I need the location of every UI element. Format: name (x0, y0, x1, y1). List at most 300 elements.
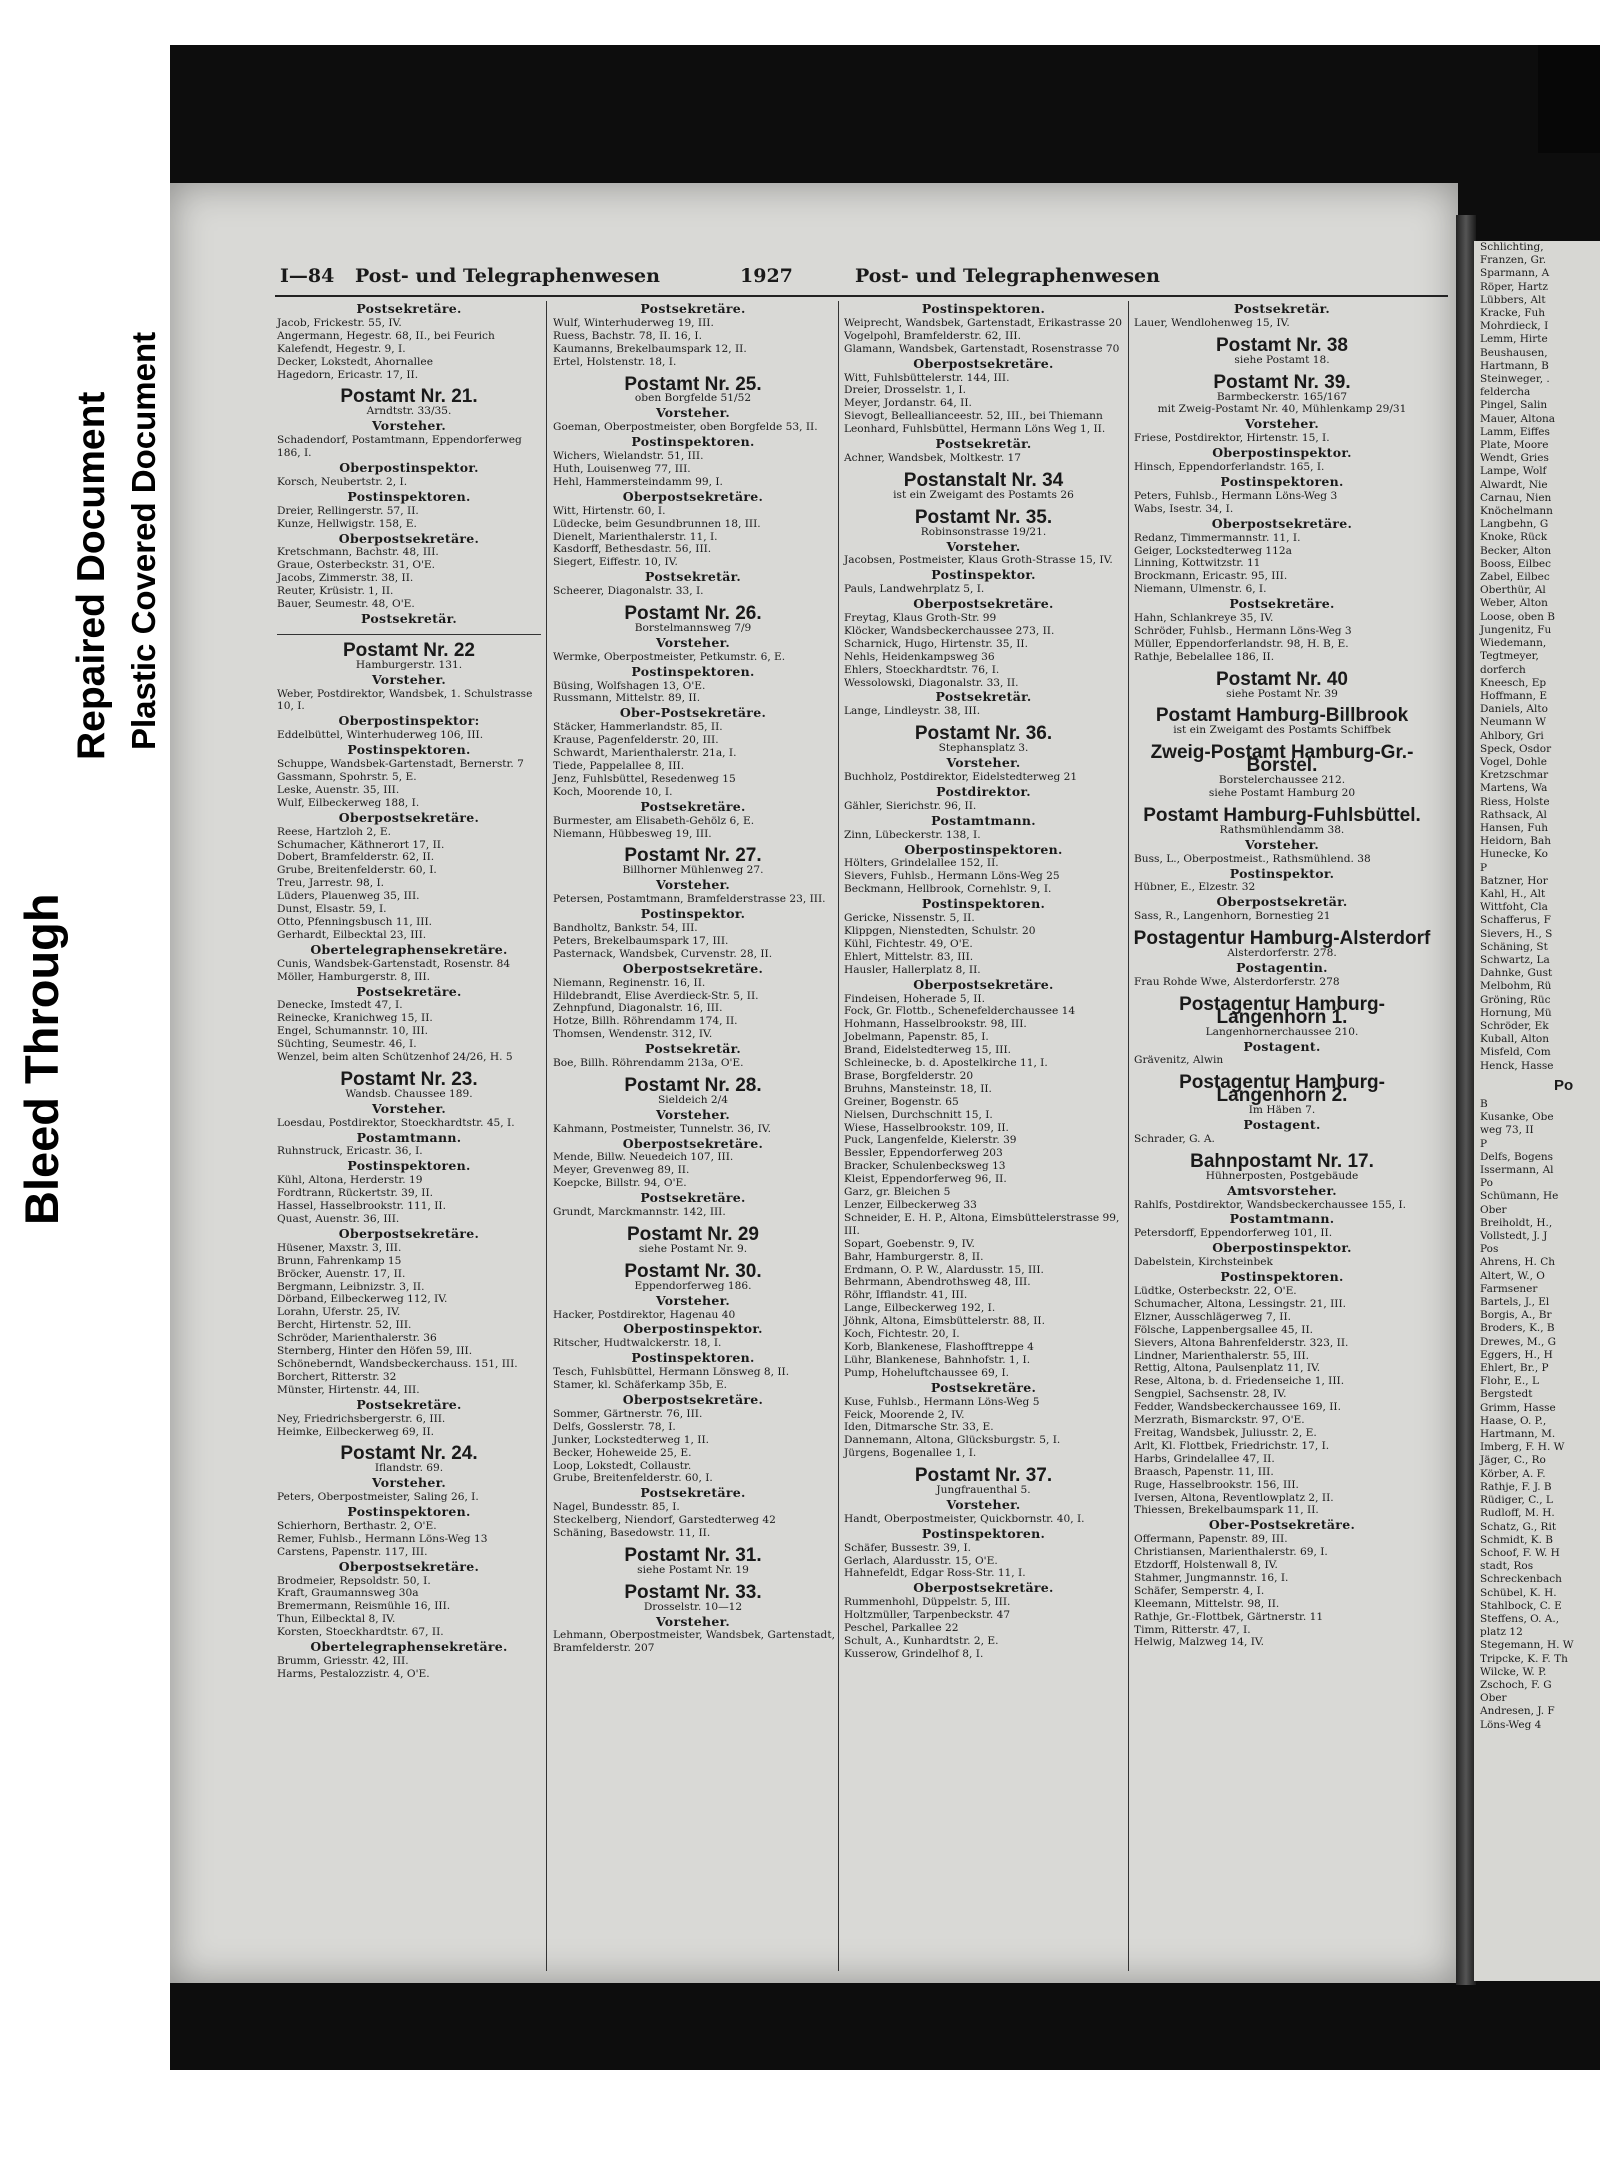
directory-entry: Hölters, Grindelallee 152, II. (844, 857, 999, 870)
directory-entry: Stamer, kl. Schäferkamp 35b, E. (553, 1379, 727, 1392)
directory-entry: Junker, Lockstedterweg 1, II. (553, 1433, 710, 1446)
directory-entry: Hassel, Hasselbrookstr. 111, II. (277, 1200, 446, 1213)
directory-entry: Etzdorff, Holstenwall 8, IV. (1134, 1559, 1278, 1572)
section-title: Postagentin. (1236, 959, 1328, 975)
section-title: Postinspektoren. (1220, 1269, 1344, 1285)
directory-entry: Dunst, Elsastr. 59, I. (277, 903, 387, 916)
column-divider (838, 301, 839, 1971)
section-title: Postinspektoren. (631, 1350, 755, 1366)
directory-entry: Plate, Moore (1480, 439, 1549, 452)
office-address: siehe Postamt Hamburg 20 (1208, 787, 1356, 799)
directory-entry: Buss, L., Oberpostmeist., Rathsmühlend. 38 (1134, 852, 1371, 865)
directory-entry: Schmidt, K. B (1480, 1533, 1554, 1546)
directory-entry: Fedder, Wandsbeckerchaussee 169, II. (1134, 1401, 1341, 1414)
section-title: Amtsvorsteher. (1227, 1182, 1337, 1198)
section-title: Vorsteher. (655, 1613, 731, 1629)
section-title: Oberpostinspektor. (339, 459, 479, 475)
directory-entry: platz 12 (1480, 1626, 1523, 1639)
section-title: Postinspektoren. (921, 896, 1046, 912)
directory-entry: Broders, K., B (1480, 1322, 1555, 1335)
directory-entry: Peters, Oberpostmeister, Saling 26, I. (277, 1491, 479, 1504)
directory-entry: Zehnpfund, Diagonalstr. 16, III. (553, 1002, 723, 1015)
directory-entry: Korsten, Stoeckhardtstr. 67, II. (277, 1626, 444, 1639)
directory-entry: Kühl, Altona, Herderstr. 19 (277, 1174, 423, 1187)
directory-entry: Sternberg, Hinter den Höfen 59, III. (277, 1345, 473, 1358)
directory-entry: Rathje, Bebelallee 186, II. (1134, 650, 1275, 663)
directory-entry: Reese, Hartzloh 2, E. (277, 825, 391, 838)
directory-entry: Koepcke, Billstr. 94, O'E. (553, 1177, 687, 1190)
directory-entry: Sievogt, Belleallianceestr. 52, III., bei Thiemann (844, 410, 1103, 423)
directory-entry: Neumann W (1480, 716, 1547, 729)
directory-columns (275, 301, 1450, 1981)
section-title: Postagent. (1243, 1117, 1321, 1133)
directory-entry: Schreckenbach (1480, 1573, 1562, 1586)
directory-entry: Carstens, Papenstr. 117, III. (277, 1545, 428, 1558)
section-title: Oberpostinspektoren. (904, 841, 1063, 857)
directory-entry: Quast, Auenstr. 36, III. (277, 1213, 400, 1225)
directory-entry: Grimm, Hasse (1480, 1401, 1556, 1414)
directory-entry: Andresen, J. F (1480, 1705, 1555, 1718)
directory-entry: Bracker, Schulenbecksweg 13 (844, 1160, 1006, 1173)
directory-entry: Hohmann, Hasselbrookstr. 98, III. (844, 1018, 1027, 1031)
directory-entry: Becker, Hoheweide 25, E. (553, 1446, 692, 1459)
directory-entry: Löns-Weg 4 (1480, 1718, 1542, 1731)
section-title: Oberpostsekretäre. (622, 1135, 764, 1151)
office-heading: Postamt Nr. 28. (624, 1074, 762, 1096)
directory-entry: Siegert, Eiffestr. 10, IV. (553, 556, 678, 569)
directory-entry: Kusanke, Obe (1480, 1111, 1554, 1124)
directory-entry: Schafferus, F (1480, 914, 1551, 927)
section-title: Obertelegraphensekretäre. (310, 1639, 508, 1655)
directory-entry: Lüdecke, beim Gesundbrunnen 18, III. (553, 517, 761, 530)
directory-entry: dorferch (1480, 663, 1526, 676)
directory-entry: Müller, Eppendorferlandstr. 98, H. B, E. (1134, 637, 1349, 650)
directory-entry: Sass, R., Langenhorn, Bornestieg 21 (1134, 910, 1331, 923)
directory-entry: Niemann, Ulmenstr. 6, I. (1134, 583, 1267, 596)
directory-entry: Süchting, Seumestr. 46, I. (277, 1038, 417, 1051)
directory-entry: Kuball, Alton (1480, 1033, 1549, 1046)
office-heading: Postamt Nr. 29 (627, 1224, 759, 1245)
section-title: Postinspektoren. (1220, 473, 1344, 489)
directory-entry: Lorahn, Uferstr. 25, IV. (277, 1306, 401, 1319)
directory-entry: Feick, Moorende 2, IV. (844, 1408, 965, 1421)
directory-entry: Scheerer, Diagonalstr. 33, I. (553, 585, 704, 598)
directory-entry: Bremermann, Reismühle 16, III. (277, 1600, 451, 1613)
directory-entry: Kühl, Fichtestr. 49, O'E. (844, 937, 973, 950)
directory-entry: Wiedemann, (1480, 637, 1547, 650)
directory-entry: Boe, Billh. Röhrendamm 213a, O'E. (553, 1057, 744, 1070)
section-title: Vorsteher. (371, 671, 447, 687)
office-heading: Postamt Nr. 36. (914, 723, 1053, 745)
directory-entry: Stahlbock, C. E (1480, 1599, 1562, 1612)
directory-entry: Stegemann, H. W (1480, 1639, 1574, 1652)
directory-entry: Hüsener, Maxstr. 3, III. (277, 1241, 402, 1254)
directory-entry: Schröder, Ek (1480, 1019, 1549, 1032)
directory-entry: Witt, Fuhlsbüttelerstr. 144, III. (844, 371, 1010, 384)
office-address: Hühnerposten, Postgebäude (1205, 1169, 1359, 1182)
office-address: Im Häben 7. (1248, 1104, 1316, 1117)
office-heading: Postamt Nr. 23. (340, 1068, 478, 1090)
directory-entry: Pingel, Salin (1480, 399, 1548, 412)
directory-entry: Sengpiel, Sachsenstr. 28, IV. (1134, 1388, 1287, 1401)
directory-entry: Zinn, Lübeckerstr. 138, I. (844, 828, 981, 841)
directory-entry: Martens, Wa (1480, 782, 1548, 795)
directory-entry: Thomsen, Wendenstr. 312, IV. (553, 1028, 713, 1041)
right-page-edge (1474, 241, 1600, 1981)
office-heading: Zweig-Postamt Hamburg-Gr.-Borstel. (1150, 742, 1414, 777)
directory-entry: Weiprecht, Wandsbek, Gartenstadt, Erikastrasse 20 (844, 316, 1123, 329)
directory-entry: Dreier, Drosselstr. 1, I. (844, 384, 966, 397)
directory-entry: Eddelbüttel, Winterhuderweg 106, III. (277, 729, 484, 742)
directory-entry: Glamann, Wandsbek, Gartenstadt, Rosenstrasse 70 (844, 342, 1120, 355)
annotation-sidebar (0, 0, 170, 2177)
section-title: Postinspektor. (931, 567, 1036, 583)
section-title: Ober-Postsekretäre. (1208, 1517, 1356, 1533)
directory-entry: Timm, Ritterstr. 47, I. (1134, 1623, 1251, 1636)
directory-entry: Münster, Hirtenstr. 44, III. (277, 1383, 420, 1396)
directory-entry: Thiessen, Brekelbaumspark 11, II. (1134, 1504, 1319, 1517)
directory-entry: Steinweger, . (1480, 373, 1550, 386)
section-title: Postsekretäre. (356, 301, 462, 316)
office-heading: Postamt Nr. 37. (914, 1465, 1053, 1487)
directory-entry: Hagedorn, Ericastr. 17, II. (277, 368, 419, 381)
directory-entry: Kahmann, Postmeister, Tunnelstr. 36, IV. (553, 1122, 771, 1135)
directory-entry: Hehl, Hammersteindamm 99, I. (553, 475, 723, 488)
directory-entry: Schleinecke, b. d. Apostelkirche 11, I. (844, 1057, 1048, 1070)
directory-entry: Hartmann, B (1480, 359, 1549, 372)
directory-entry: Stahmer, Jungmannstr. 16, I. (1134, 1571, 1289, 1584)
directory-entry: Lampe, Wolf (1480, 465, 1547, 478)
label-repaired-document: Repaired Document (70, 391, 113, 760)
directory-entry: Misfeld, Com (1480, 1046, 1551, 1059)
directory-entry: Schrader, G. A. (1134, 1132, 1215, 1145)
directory-entry: Langbehn, G (1480, 518, 1549, 531)
office-address: Hamburgerstr. 131. (355, 658, 463, 671)
directory-entry: Issermann, Al (1480, 1164, 1554, 1177)
office-address: Rathsmühlendamm 38. (1219, 823, 1345, 836)
directory-entry: Wiese, Hasselbrookstr. 109, II. (844, 1121, 1009, 1134)
office-address: Jungfrauenthal 5. (936, 1484, 1031, 1497)
office-heading: Postamt Hamburg-Billbrook (1155, 705, 1409, 727)
office-heading: Postamt Nr. 26. (624, 603, 762, 625)
directory-entry: Schöneberndt, Wandsbeckerchauss. 151, III. (277, 1357, 518, 1370)
section-title: Postinspektoren. (921, 1525, 1046, 1541)
directory-entry: stadt, Ros (1480, 1560, 1534, 1573)
office-address: Iflandstr. 69. (374, 1462, 444, 1475)
office-address: Drosselstr. 10—12 (643, 1600, 743, 1613)
office-address: siehe Postamt 18. (1234, 353, 1330, 366)
directory-entry: Heidorn, Bah (1480, 835, 1551, 848)
directory-entry: Vollstedt, J. J (1480, 1230, 1548, 1243)
directory-entry: Erdmann, O. P. W., Alardusstr. 15, III. (844, 1263, 1044, 1276)
directory-entry: Rese, Altona, b. d. Friedenseiche 1, III. (1134, 1375, 1345, 1388)
section-title: Postagent. (1243, 1038, 1321, 1054)
directory-entry: Denecke, Imstedt 47, I. (277, 999, 403, 1012)
directory-entry: Fordtrann, Rückertstr. 39, II. (277, 1187, 434, 1200)
section-title: Postsekretär. (935, 689, 1032, 705)
section-title: Oberpostsekretäre. (338, 1558, 480, 1574)
directory-entry: Tiede, Pappelallee 8, III. (553, 760, 685, 772)
office-address: mit Zweig-Postamt Nr. 40, Mühlenkamp 29/31 (1157, 403, 1407, 416)
directory-entry: Bandholtz, Bankstr. 54, III. (553, 921, 698, 934)
book-spine (1456, 215, 1476, 1985)
directory-entry: Altert, W., O (1480, 1269, 1545, 1282)
directory-entry: Burmester, am Elisabeth-Gehölz 6, E. (553, 814, 755, 827)
office-address: siehe Postamt Nr. 19 (637, 1563, 749, 1576)
directory-entry: Otto, Pfenningsbusch 11, III. (277, 915, 433, 928)
directory-entry: Flohr, E., L (1480, 1375, 1539, 1388)
directory-entry: Pump, Hoheluftchaussee 69, I. (844, 1366, 1010, 1379)
directory-entry: Schatz, G., Rit (1480, 1520, 1557, 1533)
directory-entry: Tegtmeyer, (1480, 650, 1539, 663)
directory-entry: Henck, Hasse (1480, 1059, 1554, 1072)
directory-entry: Lange, Eilbeckerweg 192, I. (844, 1302, 996, 1315)
column-divider (1128, 301, 1129, 1971)
directory-entry: Hotze, Billh. Röhrendamm 174, II. (553, 1015, 738, 1028)
directory-entry: Schwardt, Marienthalerstr. 21a, I. (553, 747, 737, 760)
directory-entry: Hausler, Hallerplatz 8, II. (844, 963, 981, 976)
section-title: Oberpostsekretäre. (338, 809, 480, 825)
directory-entry: Heimke, Eilbeckerweg 69, II. (277, 1425, 435, 1438)
directory-entry: Witt, Hirtenstr. 60, I. (553, 504, 666, 517)
directory-entry: Ruhnstruck, Ericastr. 36, I. (277, 1145, 423, 1158)
directory-entry: Dienelt, Marienthalerstr. 11, I. (553, 530, 718, 543)
directory-entry: Franzen, Gr. (1480, 254, 1547, 267)
section-title: Postsekretär. (1234, 301, 1330, 316)
directory-entry: Lehmann, Oberpostmeister, Wandsbek, Gartenstadt, Bramfelderstr. 207 (553, 1629, 835, 1655)
directory-entry: Holtzmüller, Tarpenbeckstr. 47 (844, 1609, 1011, 1622)
header-right-title: Post- und Telegraphenwesen (855, 265, 1160, 287)
directory-entry: Schadendorf, Postamtmann, Eppendorferweg 186, I. (277, 434, 522, 460)
office-heading: Postamt Nr. 30. (624, 1260, 762, 1282)
directory-entry: Bartels, J., El (1480, 1296, 1550, 1309)
directory-entry: Ober (1480, 1692, 1507, 1705)
label-plastic-covered-document: Plastic Covered Document (125, 331, 162, 750)
directory-entry: Goeman, Oberpostmeister, oben Borgfelde 53, II. (553, 421, 818, 434)
directory-entry: Bergmann, Leibnizstr. 3, II. (277, 1280, 425, 1293)
directory-entry: Lauer, Wendlohenweg 15, IV. (1134, 316, 1290, 329)
left-page (170, 183, 1458, 1983)
directory-entry: Fock, Gr. Flottb., Schenefelderchaussee 14 (844, 1005, 1076, 1018)
directory-entry: Freitag, Wandsbek, Juliusstr. 2, E. (1134, 1426, 1317, 1439)
directory-entry: Imberg, F. H. W (1480, 1441, 1565, 1454)
directory-entry: Grävenitz, Alwin (1134, 1054, 1224, 1067)
directory-entry: Schuppe, Wandsbek-Gartenstadt, Bernerstr. 7 (277, 758, 524, 771)
directory-entry: Möller, Hamburgerstr. 8, III. (277, 970, 431, 983)
office-address: Eppendorferweg 186. (634, 1279, 752, 1292)
directory-entry: Körber, A. F. (1480, 1467, 1546, 1480)
office-heading: Postagentur Hamburg-Alsterdorf (1133, 928, 1431, 950)
section-title: Postinspektoren. (347, 1158, 471, 1174)
directory-entry: Lüdtke, Osterbeckstr. 22, O'E. (1134, 1285, 1297, 1297)
office-heading: Postamt Nr. 22 (343, 639, 475, 661)
directory-entry: Kusserow, Grindelhof 8, I. (844, 1647, 984, 1660)
section-title: Vorsteher. (1244, 416, 1320, 432)
directory-entry: Jöhnk, Altona, Eimsbüttelerstr. 88, II. (844, 1315, 1045, 1328)
header-left-title: Post- und Telegraphenwesen (355, 265, 660, 287)
directory-entry: Dobert, Bramfelderstr. 62, II. (277, 851, 435, 864)
directory-entry: Kuse, Fuhlsb., Hermann Löns-Weg 5 (844, 1395, 1040, 1408)
directory-entry: Nielsen, Durchschnitt 15, I. (844, 1108, 993, 1121)
scan-area (170, 45, 1600, 2070)
directory-entry: Harbs, Grindelallee 47, II. (1134, 1452, 1275, 1465)
directory-entry: Gähler, Sierichstr. 96, II. (844, 799, 977, 812)
directory-entry: Mohrdieck, I (1480, 320, 1549, 333)
directory-entry: Elzner, Ausschlägerweg 7, II. (1134, 1310, 1292, 1323)
directory-entry: Redanz, Timmermannstr. 11, I. (1134, 531, 1301, 544)
directory-entry: Dahnke, Gust (1480, 967, 1553, 980)
directory-entry: Rahlfs, Postdirektor, Wandsbeckerchaussee 155, I. (1134, 1198, 1407, 1211)
directory-entry: Reuter, Krüsistr. 1, II. (277, 585, 394, 598)
directory-entry: Vogel, Dohle (1480, 755, 1547, 768)
directory-entry: Jürgens, Bogenallee 1, I. (844, 1447, 977, 1460)
office-heading: Postagentur Hamburg-Langenhorn 1. (1179, 993, 1385, 1028)
directory-entry: Peschel, Parkallee 22 (844, 1622, 959, 1635)
directory-entry: Jungenitz, Fu (1480, 623, 1552, 636)
section-title: Vorsteher. (655, 634, 731, 650)
directory-entry: B (1480, 1098, 1488, 1110)
directory-entry: Jacobsen, Postmeister, Klaus Groth-Strasse 15, IV. (844, 554, 1113, 567)
section-title: Vorsteher. (655, 1292, 731, 1308)
directory-entry: P (1480, 1137, 1488, 1150)
directory-entry: Rüdiger, C., L (1480, 1494, 1553, 1507)
label-bleed-through: Bleed Through (15, 893, 68, 1225)
directory-entry: Schumacher, Altona, Lessingstr. 21, III. (1134, 1297, 1347, 1310)
office-heading: Postamt Hamburg-Fuhlsbüttel. (1143, 804, 1421, 826)
directory-entry: Korsch, Neubertstr. 2, I. (277, 475, 408, 488)
office-address: Barmbeckerstr. 165/167 (1216, 390, 1348, 403)
directory-entry: Weber, Alton (1480, 597, 1548, 610)
office-address: Borstelerchaussee 212. (1218, 774, 1346, 787)
office-address: Billhorner Mühlenweg 27. (622, 864, 764, 877)
directory-entry: Delfs, Bogens (1480, 1150, 1554, 1163)
directory-entry: Rathje, F. J. B (1480, 1480, 1552, 1493)
office-address: Langenhornerchaussee 210. (1205, 1025, 1359, 1038)
directory-entry: Korb, Blankenese, Flashofftreppe 4 (844, 1340, 1034, 1353)
section-title: Postinspektoren. (631, 663, 755, 679)
directory-entry: Loop, Lokstedt, Collaustr. (553, 1459, 692, 1472)
directory-entry: Lübbers, Alt (1480, 293, 1546, 306)
directory-entry: Zschoch, F. G (1480, 1678, 1552, 1691)
directory-entry: Grube, Breitenfelderstr. 60, I. (277, 864, 437, 877)
directory-entry: Schümann, He (1480, 1190, 1559, 1203)
directory-entry: Hahn, Schlankreye 35, IV. (1134, 612, 1274, 625)
directory-entry: Findeisen, Hoherade 5, II. (844, 992, 985, 1005)
directory-entry: Sievers, Altona Bahrenfelderstr. 323, II. (1134, 1336, 1349, 1349)
office-address: ist ein Zweigamt des Postamts 26 (893, 488, 1074, 501)
directory-entry: Daniels, Alto (1480, 703, 1548, 716)
directory-entry: Carnau, Nien (1480, 491, 1552, 504)
section-title: Postinspektoren. (631, 434, 755, 450)
column-divider (546, 301, 547, 1971)
section-title: Postsekretäre. (640, 301, 746, 316)
directory-entry: Mende, Billw. Neuedeich 107, III. (553, 1151, 734, 1164)
directory-entry: Vogelpohl, Bramfelderstr. 62, III. (844, 329, 1021, 342)
section-title: Postsekretäre. (356, 983, 462, 999)
directory-entry: Rettig, Altona, Paulsenplatz 11, IV. (1134, 1362, 1321, 1375)
directory-entry: Kraft, Graumannsweg 30a (277, 1587, 419, 1600)
directory-entry: Wabs, Isestr. 34, I. (1134, 502, 1234, 515)
directory-entry: Jacob, Frickestr. 55, IV. (277, 316, 402, 329)
directory-entry: Frau Rohde Wwe, Alsterdorferstr. 278 (1134, 975, 1340, 988)
office-heading: Postamt Nr. 24. (340, 1443, 478, 1465)
directory-entry: Delfs, Gosslerstr. 78, I. (553, 1420, 676, 1433)
directory-entry: Riess, Holste (1480, 795, 1550, 808)
directory-entry: Linning, Kottwitzstr. 11 (1134, 557, 1261, 570)
directory-entry: Nagel, Bundesstr. 85, I. (553, 1501, 680, 1514)
header-rule (275, 295, 1448, 297)
directory-entry: Wenzel, beim alten Schützenhof 24/26, H. 5 (277, 1051, 513, 1064)
directory-entry: Beckmann, Hellbrook, Cornehlstr. 9, I. (844, 883, 1052, 896)
directory-entry: Harms, Pestalozzistr. 4, O'E. (277, 1667, 430, 1680)
directory-entry: Gröning, Rüc (1480, 993, 1551, 1006)
section-title: Postinspektoren. (347, 488, 471, 504)
section-title: Postdirektor. (936, 783, 1031, 799)
section-title: Postsekretäre. (930, 1379, 1037, 1395)
directory-entry: Schoof, F. W. H (1480, 1546, 1560, 1559)
directory-entry: Schröder, Marienthalerstr. 36 (277, 1332, 437, 1345)
directory-entry: Treu, Jarrestr. 98, I. (277, 877, 385, 890)
directory-entry: Koch, Fichtestr. 20, I. (844, 1328, 960, 1341)
office-heading: Postamt Nr. 40 (1216, 668, 1348, 690)
directory-entry: Kunze, Hellwigstr. 158, E. (277, 517, 417, 530)
directory-entry: Freytag, Klaus Groth-Str. 99 (844, 612, 997, 625)
directory-entry: Ritscher, Hudtwalckerstr. 18, I. (553, 1337, 722, 1350)
directory-entry: Breiholdt, H., (1480, 1216, 1553, 1229)
directory-entry: Decker, Lokstedt, Ahornallee (277, 355, 433, 368)
directory-entry: Schneider, E. H. P., Altona, Eimsbüttelerstrasse 99, III. (844, 1211, 1120, 1237)
directory-entry: Kretschmann, Bachstr. 48, III. (277, 546, 439, 559)
directory-entry: Ney, Friedrichsbergerstr. 6, III. (277, 1412, 446, 1425)
section-title: Oberpostsekretäre. (338, 1225, 480, 1241)
directory-entry: Iversen, Altona, Reventlowplatz 2, II. (1134, 1491, 1334, 1504)
directory-entry: Dannemann, Altona, Glücksburgstr. 5, I. (844, 1434, 1061, 1447)
directory-entry: Remer, Fuhlsb., Hermann Löns-Weg 13 (277, 1532, 488, 1545)
office-heading: Postanstalt Nr. 34 (903, 469, 1064, 491)
directory-entry: Sievers, Fuhlsb., Hermann Löns-Weg 25 (844, 870, 1060, 883)
directory-entry: Brase, Borgfelderstr. 20 (844, 1069, 974, 1082)
directory-entry: Arlt, Kl. Flottbek, Friedrichstr. 17, I. (1134, 1439, 1330, 1452)
directory-entry: Schäfer, Semperstr. 4, I. (1134, 1584, 1265, 1597)
directory-entry: Wilcke, W. P. (1480, 1665, 1547, 1678)
directory-entry: Krause, Pagenfelderstr. 20, III. (553, 734, 719, 747)
directory-entry: Wulf, Winterhuderweg 19, III. (553, 316, 714, 329)
directory-entry: Friese, Postdirektor, Hirtenstr. 15, I. (1134, 432, 1330, 445)
section-title: Oberpostsekretäre. (622, 1391, 764, 1407)
section-title: Postinspektoren. (347, 742, 471, 758)
section-title: Vorsteher. (946, 538, 1021, 554)
directory-entry: Brockmann, Ericastr. 95, III. (1134, 570, 1288, 583)
directory-entry: Helwig, Malzweg 14, IV. (1134, 1636, 1265, 1649)
directory-entry: Lühr, Blankenese, Bahnhofstr. 1, I. (844, 1353, 1031, 1366)
office-address: Robinsonstrasse 19/21. (920, 525, 1047, 538)
directory-entry: Rathje, Gr.-Flottbek, Gärtnerstr. 11 (1134, 1610, 1324, 1623)
section-title: Postamtmann. (931, 812, 1036, 828)
directory-entry: Hacker, Postdirektor, Hagenau 40 (553, 1308, 736, 1321)
directory-entry: Ruge, Hasselbrookstr. 156, III. (1134, 1478, 1299, 1491)
section-title: Oberpostsekretäre. (913, 1580, 1054, 1596)
directory-entry: Niemann, Reginenstr. 16, II. (553, 976, 706, 989)
directory-entry: Kasdorff, Bethesdastr. 56, III. (553, 543, 712, 556)
directory-entry: Ehlert, Br., P (1480, 1362, 1549, 1375)
directory-entry: Engel, Schumannstr. 10, III. (277, 1025, 429, 1038)
section-title: Vorsteher. (655, 877, 731, 893)
directory-entry: Steffens, O. A., (1480, 1612, 1560, 1625)
directory-entry: Loesdau, Postdirektor, Stoeckhardtstr. 45, I. (277, 1116, 515, 1129)
directory-entry: Rudloff, M. H. (1480, 1507, 1555, 1520)
directory-entry: Iden, Ditmarsche Str. 33, E. (844, 1421, 994, 1434)
directory-entry: Greiner, Bogenstr. 65 (844, 1095, 959, 1108)
